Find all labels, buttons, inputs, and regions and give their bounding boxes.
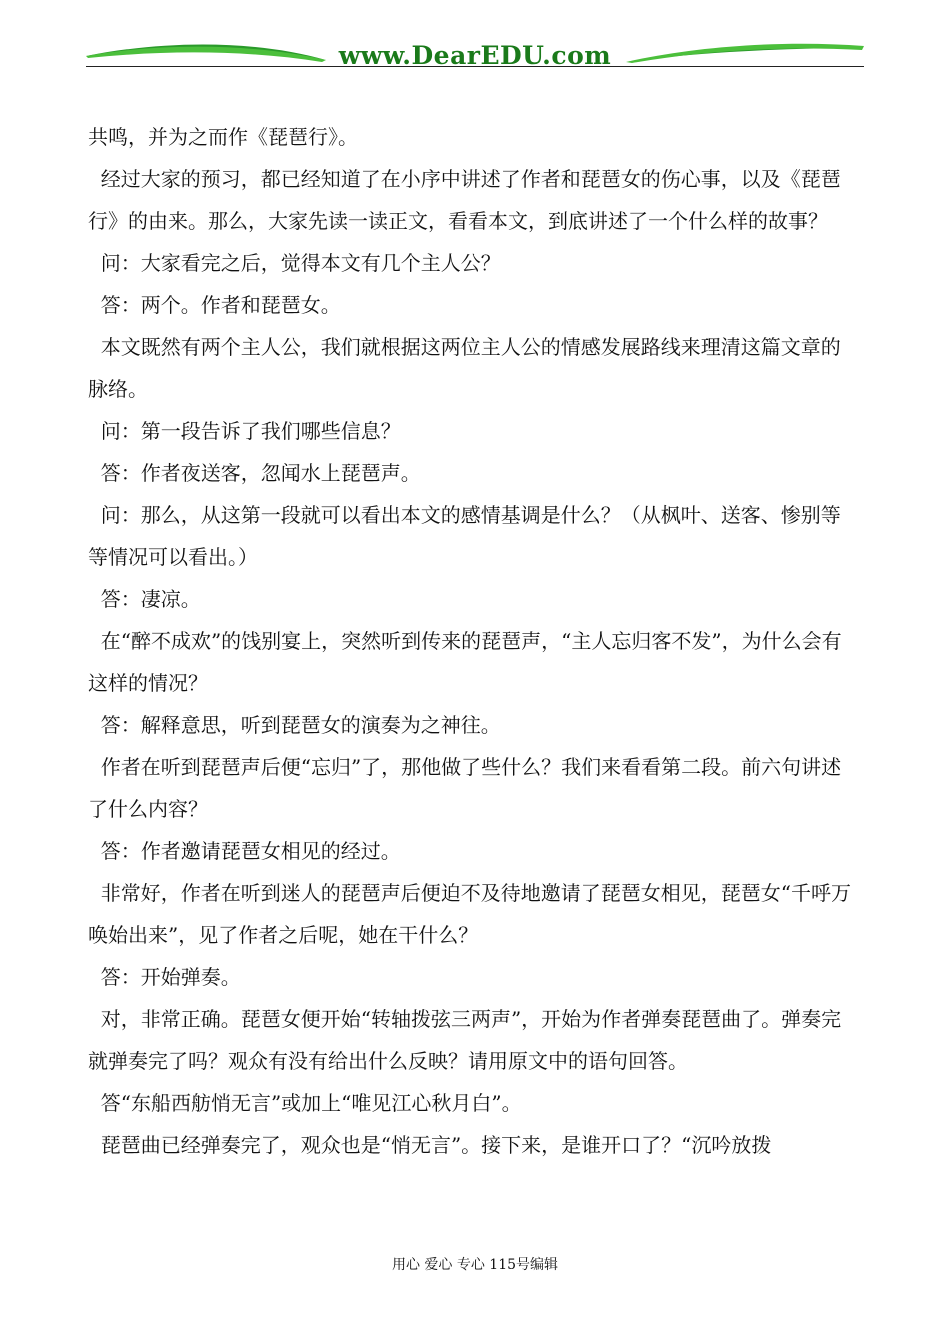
paragraph: 问：那么，从这第一段就可以看出本文的感情基调是什么？（从枫叶、送客、惨别等等情况可以看出。）: [88, 503, 841, 569]
paragraph: 答“东船西舫悄无言”或加上“唯见江心秋月白”。: [88, 1091, 522, 1115]
paragraph: 本文既然有两个主人公，我们就根据这两位主人公的情感发展路线来理清这篇文章的脉络。: [88, 335, 841, 401]
paragraph: 非常好，作者在听到迷人的琵琶声后便迫不及待地邀请了琵琶女相见，琵琶女“千呼万唤始出来”，见了作者之后呢，她在干什么？: [88, 881, 851, 947]
site-name: www.DearEDU.com: [338, 41, 612, 70]
paragraph: 答：作者邀请琵琶女相见的经过。: [88, 839, 401, 863]
paragraph: 经过大家的预习，都已经知道了在小序中讲述了作者和琵琶女的伤心事，以及《琵琶行》的由来。那么，大家先读一读正文，看看本文，到底讲述了一个什么样的故事？: [88, 167, 841, 233]
paragraph: 对，非常正确。琵琶女便开始“转轴拨弦三两声”，开始为作者弹奏琵琶曲了。弹奏完就弹奏完了吗？观众有没有给出什么反映？请用原文中的语句回答。: [88, 1007, 842, 1073]
paragraph: 在“醉不成欢”的饯别宴上，突然听到传来的琵琶声，“主人忘归客不发”，为什么会有这样的情况？: [88, 629, 842, 695]
paragraph: 答：解释意思，听到琵琶女的演奏为之神往。: [88, 713, 501, 737]
paragraph: 作者在听到琵琶声后便“忘归”了，那他做了些什么？我们来看看第二段。前六句讲述了什么内容？: [88, 755, 842, 821]
paragraph: 琵琶曲已经弹奏完了，观众也是“悄无言”。接下来，是谁开口了？“沉吟放拨: [88, 1133, 772, 1157]
paragraph: 答：开始弹奏。: [88, 965, 241, 989]
paragraph: 问：第一段告诉了我们哪些信息？: [88, 419, 401, 443]
header-divider: [86, 66, 864, 67]
paragraph: 答：作者夜送客，忽闻水上琵琶声。: [88, 461, 421, 485]
document-body: [88, 116, 860, 1166]
page-footer: 用心 爱心 专心 115号编辑: [391, 1257, 559, 1273]
paragraph: 答：凄凉。: [88, 587, 201, 611]
paragraph: 共鸣，并为之而作《琵琶行》。: [88, 125, 358, 149]
paragraph: 问：大家看完之后，觉得本文有几个主人公？: [88, 251, 501, 275]
paragraph: 答：两个。作者和琵琶女。: [88, 293, 341, 317]
